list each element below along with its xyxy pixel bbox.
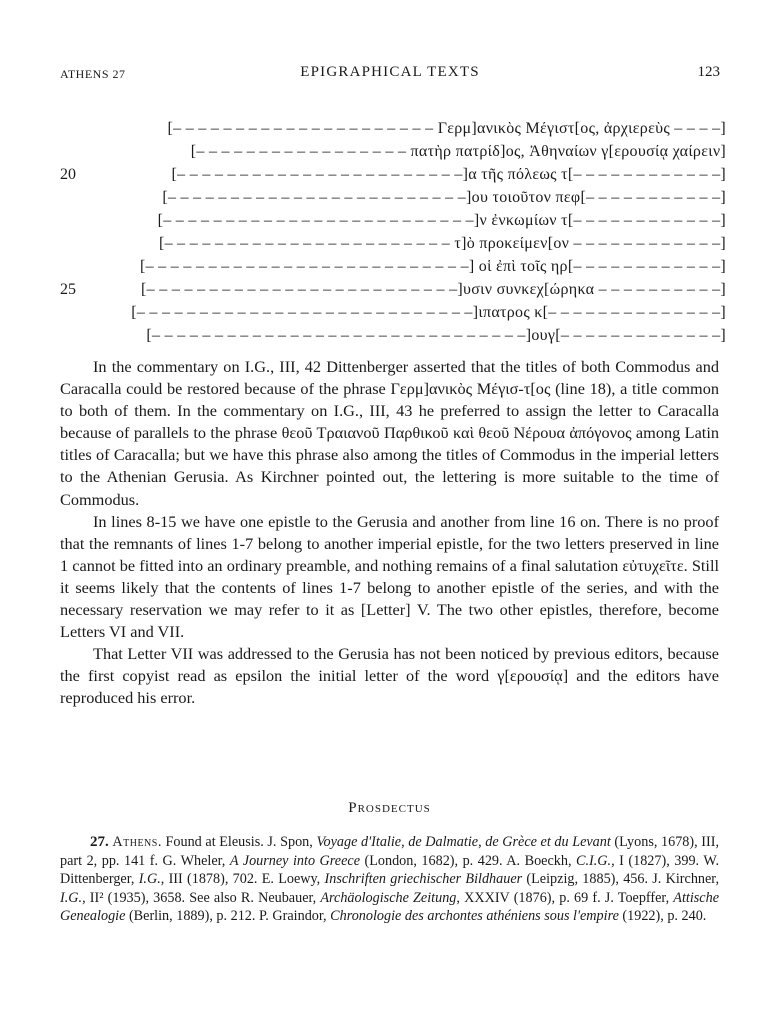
entry-title: Voyage d'Italie, de Dalmatie, de Grèce et du Levant [316,834,611,850]
entry-title: I.G. [138,871,161,888]
entry-text: , I (1827), 399. W. Dittenberger, [60,852,719,888]
bibliography-entry [60,833,719,926]
inscription-line [60,301,730,324]
entry-title: Inschriften griechischer Bildhauer [324,871,523,888]
inscription-line-text: [– – – – – – – – – – – – – – – – – πατὴρ πατρίδ]ος, Ἀθηναίων γ[ερουσίᾳ χαίρειν] [190,143,726,160]
commentary-paragraph: That Letter VII was addressed to the Gerusia has not been noticed by previous editors, because the first copyist read as epsilon the initial letter of the word γ[ερουσίᾳ] and the editors have reproduced his error. [60,644,719,708]
inscription-line [60,255,730,278]
entry-place: Athens. [112,834,162,850]
line-number: 25 [60,281,76,298]
inscription-line-text: [– – – – – – – – – – – – – – – – – – – – – – – –]ου τοιοῦτον πεφ[– – – – – – – – – – –] [162,189,726,206]
inscription-line-text: [– – – – – – – – – – – – – – – – – – – – – – – – –]υσιν συνκεχ[ώρηκα – – – – – – – – – –] [141,281,726,298]
entry-text: , II² (1935), 3658. See also R. Neubauer, [82,889,321,906]
entry-text: , III (1878), 702. E. Loewy, [160,871,325,888]
entry-text: , XXXIV (1876), p. 69 f. J. Toepffer, [456,889,674,906]
entry-title: Attische Genealogie [60,889,719,925]
entry-title: A Journey into Greece [229,852,360,869]
entry-text: (London, 1682), p. 429. A. Boeckh, [360,852,577,869]
entry-title: Chronologie des archontes athéniens sous l'empire [330,908,619,925]
inscription-line [60,186,730,209]
entry-title: Archäologische Zeitung [320,889,457,906]
entry-text: (1922), p. 240. [618,908,707,925]
commentary-paragraph: In lines 8-15 we have one epistle to the Gerusia and another from line 16 on. There is no proof that the remnants of lines 1-7 belong to another imperial epistle, for the two letters preserved in line 1 cannot be fitted into an ordinary preamble, and nothing remains of a final salutation εὐτυχεῖτε. Still it seems likely that the contents of lines 1-7 belong to another epistle of the series, and with the necessary reservation we may refer to it as [Letter] V. The two other epistles, therefore, become Letters VI and VII. [60,511,719,642]
entry-text: (Lyons, 1678), III, part 2, pp. 141 f. G. Wheler, [60,834,719,869]
inscription-line [60,209,730,232]
inscription-line-text: [– – – – – – – – – – – – – – – – – – – – – – – – –]ν ἐνκωμίων τ[– – – – – – – – – – – –] [157,212,726,229]
inscription-line-text: [– – – – – – – – – – – – – – – – – – – – – – – τ]ὸ προκείμεν[ον – – – – – – – – – – – –] [158,235,726,252]
inscription-line [60,163,730,186]
section-heading [60,800,719,817]
inscription-line-text: [– – – – – – – – – – – – – – – – – – – – – – –]α τῆς πόλεως τ[– – – – – – – – – – – –] [171,166,726,183]
section-heading-text: Prosdectus [348,800,431,816]
inscription-line [60,278,730,301]
inscription-line-text: [– – – – – – – – – – – – – – – – – – – – – Γερμ]ανικὸς Μέγιστ[ος, ἀρχιερεὺς – – – –] [167,120,726,137]
inscription-text [60,117,730,347]
line-number: 20 [60,166,76,183]
entry-text: Found at Eleusis. J. Spon, [161,834,317,850]
inscription-line [60,140,730,163]
page-number: 123 [697,64,720,80]
inscription-line-text: [– – – – – – – – – – – – – – – – – – – – – – – – – –] οἱ ἐπὶ τοῖς ηρ[– – – – – – – – – – – –] [139,258,726,275]
entry-title: C.I.G. [576,852,612,869]
entry-text: (Berlin, 1889), p. 212. P. Graindor, [125,908,331,925]
entry-text: (Leipzig, 1885), 456. J. Kirchner, [522,871,720,888]
header-title: EPIGRAPHICAL TEXTS [300,64,480,80]
running-header [60,64,720,84]
commentary-paragraph: In the commentary on I.G., III, 42 Dittenberger asserted that the titles of both Commodus and Caracalla could be restored because of the phrase Γερμ]ανικὸς Μέγισ-τ[ος (line 18), a title common to both of them. In the commentary on I.G., III, 43 he preferred to assign the letter to Caracalla because of parallels to the phrase θεοῦ Τραιανοῦ Παρθικοῦ καὶ θεοῦ Νέρουα ἀπόγονος among Latin titles of Caracalla; but we have this phrase also among the titles of Commodus in the imperial letters to the Athenian Gerusia. As Kirchner pointed out, the lettering is more suitable to the time of Commodus. [60,357,719,509]
inscription-line-text: [– – – – – – – – – – – – – – – – – – – – – – – – – – – – – –]ουγ[– – – – – – – – – – – – –] [146,327,726,344]
header-section-label: ATHENS 27 [60,67,126,81]
entry-number: 27. [90,834,109,850]
inscription-line [60,324,730,347]
entry-paragraph [60,833,719,926]
inscription-line-text: [– – – – – – – – – – – – – – – – – – – – – – – – – – –]ιπατρος κ[– – – – – – – – – – – – – –] [131,304,726,321]
entry-title: I.G. [60,889,83,906]
inscription-line [60,232,730,255]
commentary [60,356,719,710]
inscription-line [60,117,730,140]
